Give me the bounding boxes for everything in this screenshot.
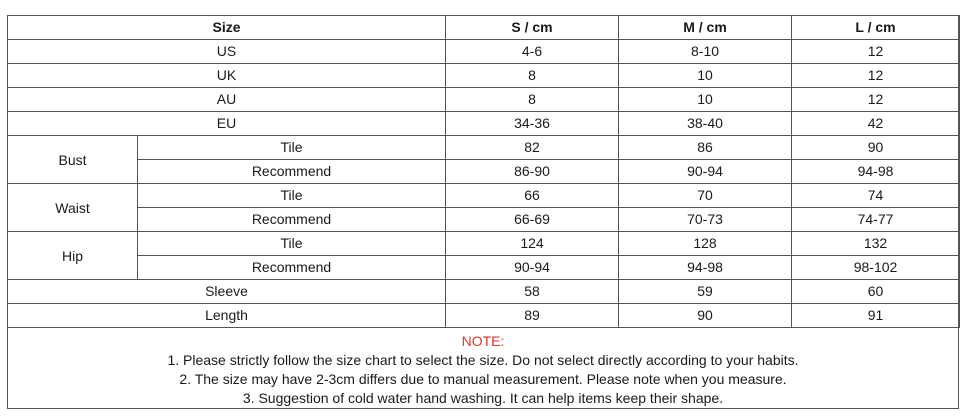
cell-m: 70 — [619, 184, 792, 208]
cell-m: 8-10 — [619, 40, 792, 64]
cell-m: 86 — [619, 136, 792, 160]
cell-m: 70-73 — [619, 208, 792, 232]
cell-m: 90-94 — [619, 160, 792, 184]
cell-s: 58 — [446, 280, 619, 304]
row-label: UK — [8, 64, 446, 88]
row-label: Tile — [138, 136, 446, 160]
header-s: S / cm — [446, 16, 619, 40]
cell-s: 8 — [446, 64, 619, 88]
row-label: Recommend — [138, 208, 446, 232]
group-label-hip: Hip — [8, 232, 138, 280]
cell-s: 66-69 — [446, 208, 619, 232]
row-label: Tile — [138, 232, 446, 256]
table-row — [8, 112, 960, 136]
cell-l: 132 — [792, 232, 960, 256]
cell-l: 98-102 — [792, 256, 960, 280]
cell-l: 60 — [792, 280, 960, 304]
cell-m: 10 — [619, 88, 792, 112]
cell-s: 8 — [446, 88, 619, 112]
row-label: US — [8, 40, 446, 64]
cell-l: 12 — [792, 40, 960, 64]
group-label-bust: Bust — [8, 136, 138, 184]
table-row — [8, 88, 960, 112]
cell-l: 12 — [792, 88, 960, 112]
table-row — [8, 40, 960, 64]
row-label: Length — [8, 304, 446, 328]
note-line: 2. The size may have 2-3cm differs due to manual measurement. Please note when you measure. — [179, 371, 787, 387]
cell-l: 74-77 — [792, 208, 960, 232]
header-size: Size — [8, 16, 446, 40]
cell-m: 59 — [619, 280, 792, 304]
row-label: AU — [8, 88, 446, 112]
row-label: Tile — [138, 184, 446, 208]
group-label-waist: Waist — [8, 184, 138, 232]
cell-l: 90 — [792, 136, 960, 160]
row-label: EU — [8, 112, 446, 136]
cell-m: 90 — [619, 304, 792, 328]
cell-s: 124 — [446, 232, 619, 256]
table-row — [8, 160, 960, 184]
header-row — [8, 16, 960, 40]
cell-m: 94-98 — [619, 256, 792, 280]
cell-s: 34-36 — [446, 112, 619, 136]
table-row — [8, 304, 960, 328]
table-row — [8, 232, 960, 256]
note-title: NOTE: — [461, 333, 505, 349]
cell-l: 74 — [792, 184, 960, 208]
table-row — [8, 64, 960, 88]
table-row — [8, 256, 960, 280]
size-chart-table — [7, 15, 960, 328]
cell-s: 90-94 — [446, 256, 619, 280]
table-row — [8, 208, 960, 232]
cell-l: 12 — [792, 64, 960, 88]
cell-l: 42 — [792, 112, 960, 136]
cell-s: 86-90 — [446, 160, 619, 184]
note-line: 1. Please strictly follow the size chart to select the size. Do not select directly according to your habits. — [167, 352, 799, 368]
cell-m: 38-40 — [619, 112, 792, 136]
cell-s: 82 — [446, 136, 619, 160]
table-row — [8, 184, 960, 208]
table-row — [8, 136, 960, 160]
cell-s: 4-6 — [446, 40, 619, 64]
cell-m: 10 — [619, 64, 792, 88]
cell-s: 89 — [446, 304, 619, 328]
care-note — [7, 332, 959, 408]
cell-m: 128 — [619, 232, 792, 256]
header-l: L / cm — [792, 16, 960, 40]
cell-s: 66 — [446, 184, 619, 208]
row-label: Recommend — [138, 160, 446, 184]
cell-l: 91 — [792, 304, 960, 328]
row-label: Recommend — [138, 256, 446, 280]
cell-l: 94-98 — [792, 160, 960, 184]
header-m: M / cm — [619, 16, 792, 40]
table-row — [8, 280, 960, 304]
row-label: Sleeve — [8, 280, 446, 304]
note-line: 3. Suggestion of cold water hand washing. It can help items keep their shape. — [242, 390, 724, 406]
